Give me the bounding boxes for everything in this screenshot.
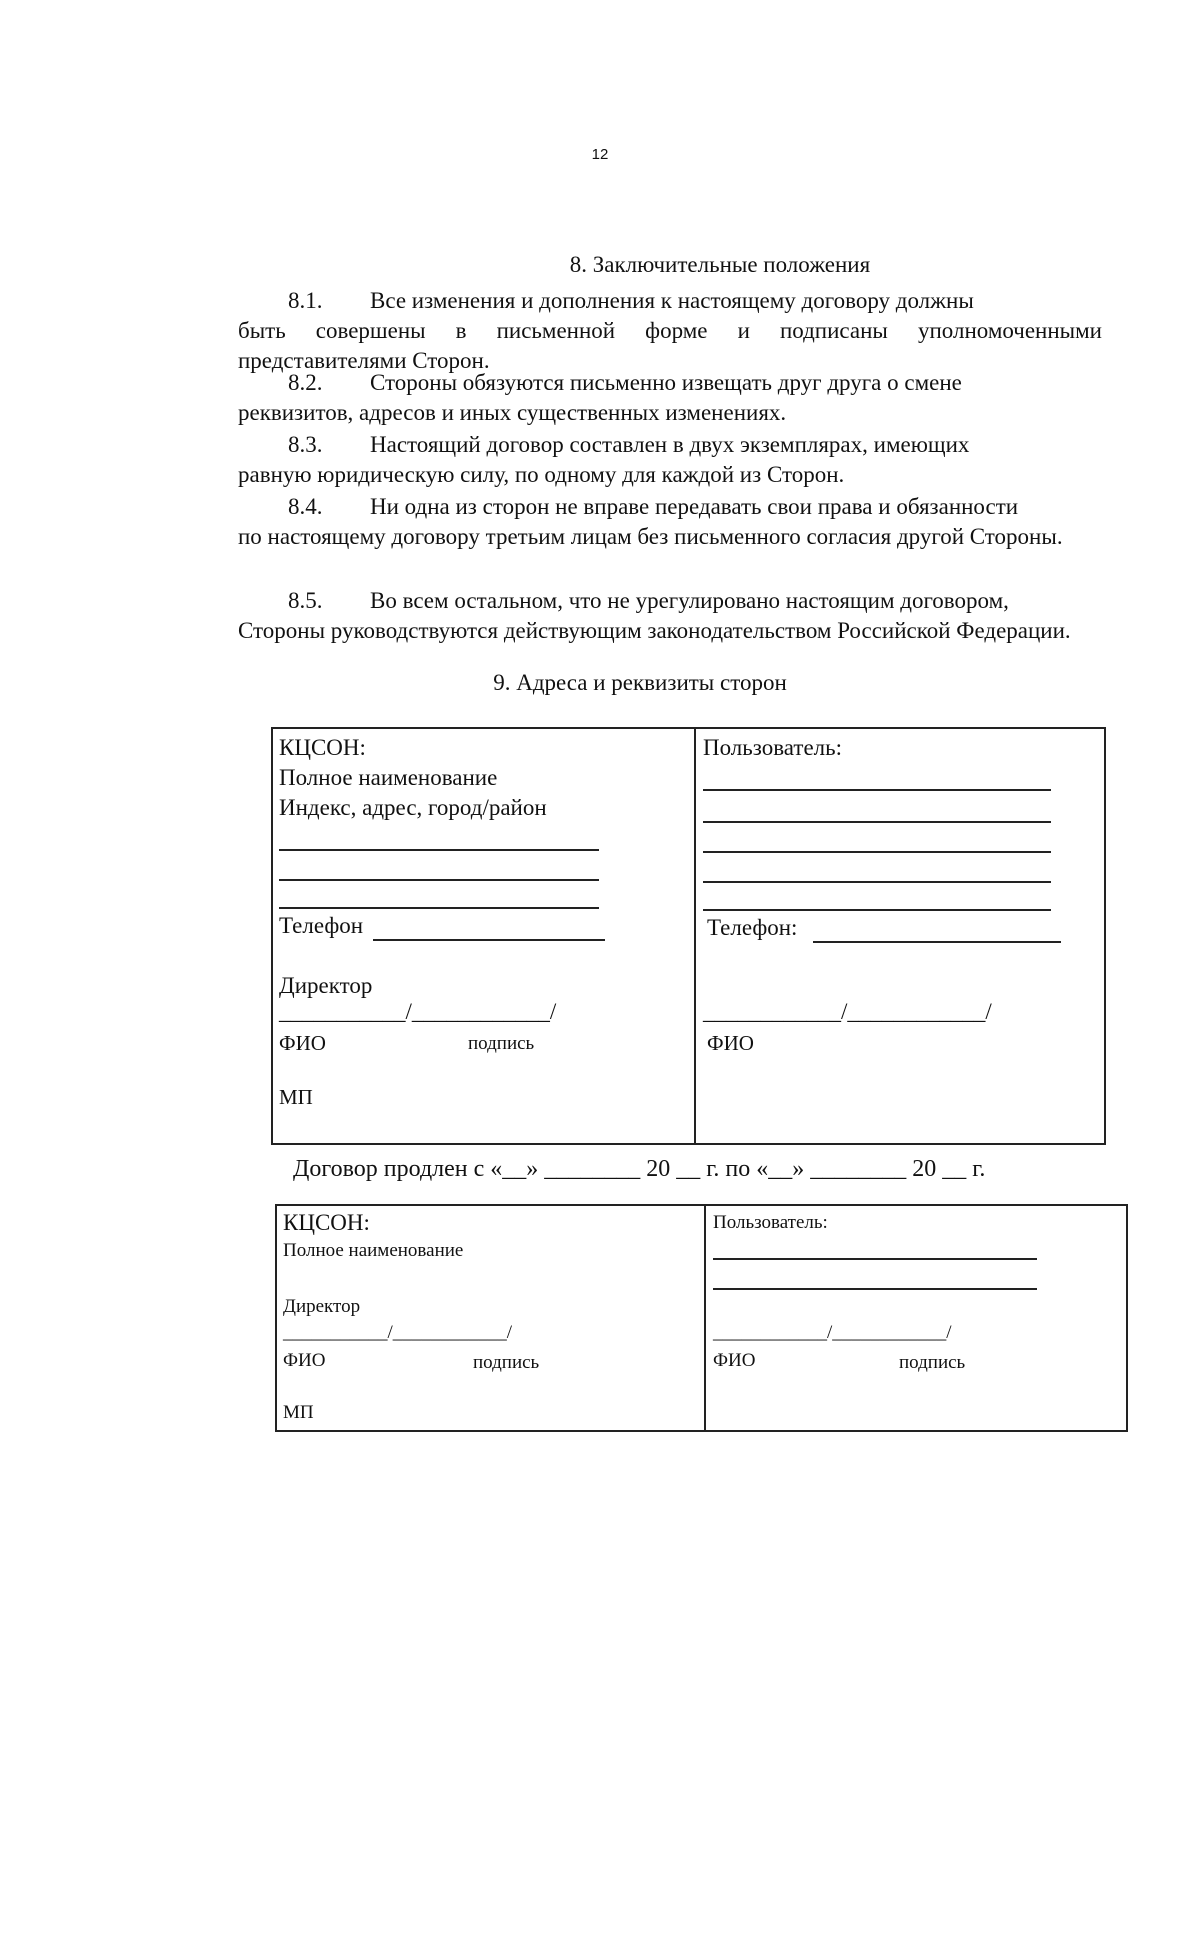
org-label: КЦСОН:: [279, 735, 366, 760]
user-line[interactable]: [703, 881, 1051, 883]
user-line[interactable]: [713, 1258, 1037, 1260]
paragraph-8-3: 8.3. Настоящий договор составлен в двух экземплярах, имеющих равную юридическую силу, по одному для каждой из Сторон.: [238, 432, 970, 487]
director-label: Директор: [283, 1296, 361, 1317]
paragraph-number: 8.4.: [288, 494, 323, 519]
phone-label: Телефон: [279, 913, 364, 938]
paragraph-8-1: 8.1. Все изменения и дополнения к настоящему договору должны быть совершены в письменной форме и подписаны уполномоченными представителями Сторон.: [238, 288, 1102, 373]
extension-requisites-table: [275, 1204, 1128, 1432]
signature-label: подпись: [468, 1033, 535, 1054]
user-signature-label: подпись: [899, 1352, 966, 1373]
address-line[interactable]: [279, 849, 599, 851]
paragraph-8-5: 8.5. Во всем остальном, что не урегулировано настоящим договором, Стороны руководствуются действующим законодательством Российской Федерации.: [238, 588, 1071, 643]
paragraph-number: 8.5.: [288, 588, 323, 613]
signature-label: подпись: [473, 1352, 540, 1373]
user-fio-label: ФИО: [707, 1031, 754, 1055]
user-line[interactable]: [713, 1288, 1037, 1290]
signature-line[interactable]: ___________/____________/: [279, 999, 557, 1024]
user-label: Пользователь:: [703, 735, 843, 760]
user-line[interactable]: [703, 851, 1051, 853]
full-name-label: Полное наименование: [279, 765, 498, 790]
director-label: Директор: [279, 973, 373, 998]
user-phone-label: Телефон:: [707, 915, 798, 940]
stamp-label: МП: [279, 1085, 313, 1109]
paragraph-number: 8.2.: [288, 370, 323, 395]
user-phone-line[interactable]: [813, 941, 1061, 943]
user-line[interactable]: [703, 821, 1051, 823]
user-label: Пользователь:: [713, 1212, 828, 1233]
address-label: Индекс, адрес, город/район: [279, 795, 547, 820]
phone-line[interactable]: [373, 939, 605, 941]
requisites-table: [271, 727, 1106, 1145]
extension-line[interactable]: Договор продлен с «__» ________ 20 __ г. по «__» ________ 20 __ г.: [293, 1156, 986, 1182]
fio-label: ФИО: [283, 1350, 326, 1371]
address-line[interactable]: [279, 879, 599, 881]
paragraph-8-4: 8.4. Ни одна из сторон не вправе передавать свои права и обязанности по настоящему договору третьим лицам без письменного согласия другой Стороны.: [238, 494, 1063, 549]
column-divider: [694, 729, 696, 1143]
fio-label: ФИО: [279, 1031, 326, 1055]
signature-line[interactable]: ___________/____________/: [283, 1322, 513, 1343]
full-name-label: Полное наименование: [283, 1240, 464, 1261]
section-8-title: 8. Заключительные положения: [569, 252, 871, 277]
page-number: 12: [591, 146, 609, 163]
user-line[interactable]: [703, 909, 1051, 911]
user-signature-line[interactable]: ____________/____________/: [703, 999, 992, 1024]
org-label: КЦСОН:: [283, 1210, 370, 1235]
column-divider: [704, 1206, 706, 1430]
paragraph-number: 8.1.: [288, 288, 323, 313]
stamp-label: МП: [283, 1402, 314, 1423]
section-9-title: 9. Адреса и реквизиты сторон: [493, 670, 787, 695]
user-signature-line[interactable]: ____________/____________/: [713, 1322, 952, 1343]
address-line[interactable]: [279, 907, 599, 909]
user-fio-label: ФИО: [713, 1350, 756, 1371]
paragraph-8-2: 8.2. Стороны обязуются письменно извещать друг друга о смене реквизитов, адресов и иных существенных изменениях.: [238, 370, 962, 425]
paragraph-number: 8.3.: [288, 432, 323, 457]
user-line[interactable]: [703, 789, 1051, 791]
